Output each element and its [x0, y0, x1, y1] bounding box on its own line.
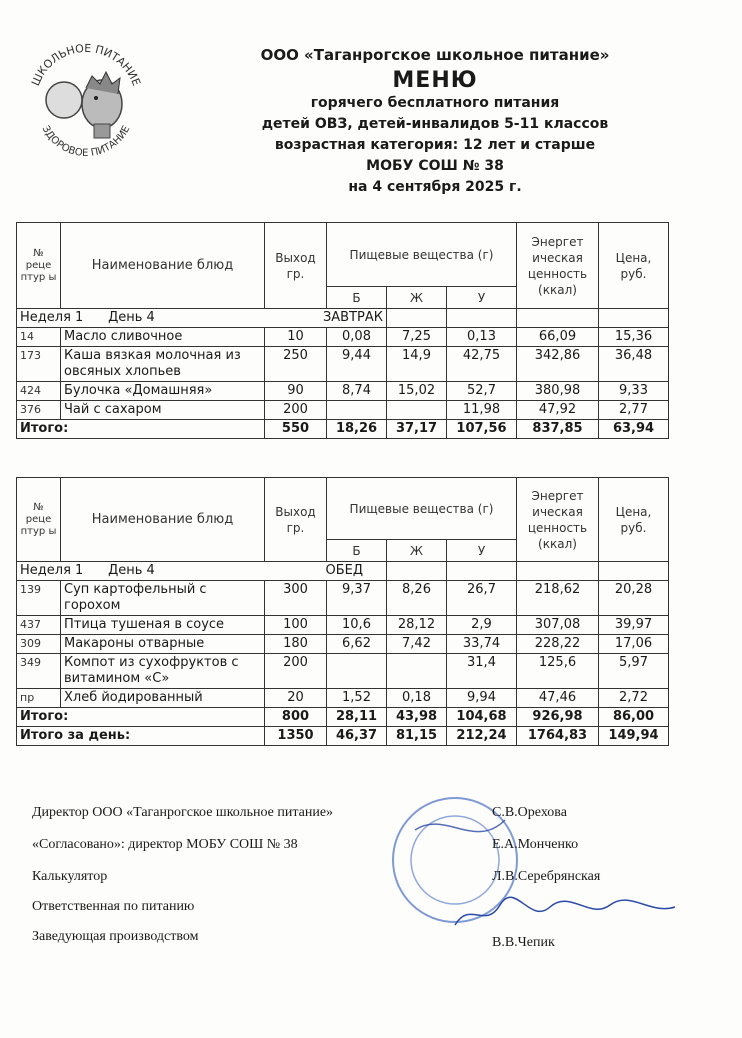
col-dish-name: Наименование блюд	[61, 223, 265, 309]
svg-text:ШКОЛЬНОЕ ПИТАНИЕ	[29, 42, 143, 88]
meal-row	[17, 562, 669, 581]
signature-scribble	[450, 895, 680, 935]
signature-role: Заведующая производством	[32, 929, 199, 944]
svg-text:ЗДОРОВОЕ ПИТАНИЕ	[40, 124, 133, 159]
table-row: 309 Макароны отварные 180 6,62 7,42 33,74 228,22 17,06	[17, 635, 669, 654]
signature-role: Директор ООО «Таганрогское школьное питание»	[32, 805, 334, 820]
table-row: 173 Каша вязкая молочная из овсяных хлопьев 250 9,44 14,9 42,75 342,86 36,48	[17, 347, 669, 382]
total-row: Итого: 550 18,26 37,17 107,56 837,85 63,94	[17, 420, 669, 439]
col-price: Цена, руб.	[599, 478, 669, 562]
col-proteins: Б	[327, 540, 387, 562]
table-row: 14 Масло сливочное 10 0,08 7,25 0,13 66,09 15,36	[17, 328, 669, 347]
logo-bottom-text: ЗДОРОВОЕ ПИТАНИЕ	[39, 124, 133, 160]
col-yield: Выход гр.	[265, 223, 327, 309]
signature-role: Калькулятор	[32, 869, 108, 884]
header-line-5: на 4 сентября 2025 г.	[348, 179, 522, 195]
organization-name: ООО «Таганрогское школьное питание»	[260, 46, 610, 64]
table-row: 349 Компот из сухофруктов с витамином «С» 200 31,4 125,6 5,97	[17, 654, 669, 689]
day-label: День 4	[108, 563, 155, 578]
col-recipe-number: № реце птур ы	[17, 478, 61, 562]
meal-label: ЗАВТРАК	[322, 310, 383, 325]
col-nutrients: Пищевые вещества (г)	[327, 223, 517, 287]
day-label: День 4	[108, 310, 155, 325]
table-row: 437 Птица тушеная в соусе 100 10,6 28,12 2,9 307,08 39,97	[17, 616, 669, 635]
menu-title: МЕНЮ	[392, 68, 478, 93]
col-nutrients: Пищевые вещества (г)	[327, 478, 517, 540]
table-row: 139 Суп картофельный с горохом 300 9,37 8,26 26,7 218,62 20,28	[17, 581, 669, 616]
table-row: 376 Чай с сахаром 200 11,98 47,92 2,77	[17, 401, 669, 420]
col-fats: Ж	[387, 287, 447, 309]
col-recipe-number: № реце птур ы	[17, 223, 61, 309]
col-carbs: У	[447, 287, 517, 309]
table-row: 424 Булочка «Домашняя» 90 8,74 15,02 52,7 380,98 9,33	[17, 382, 669, 401]
signature-name: В.В.Чепик	[492, 935, 555, 950]
col-dish-name: Наименование блюд	[61, 478, 265, 562]
breakfast-table	[16, 222, 669, 439]
col-price: Цена, руб.	[599, 223, 669, 309]
week-label: Неделя 1	[20, 563, 84, 578]
signature-name: Е.А.Монченко	[492, 837, 579, 852]
lunch-table	[16, 477, 669, 746]
col-proteins: Б	[327, 287, 387, 309]
school-food-logo	[22, 38, 150, 166]
signature-role: Ответственная по питанию	[32, 899, 195, 914]
signature-name: Л.В.Серебрянская	[492, 869, 601, 884]
col-carbs: У	[447, 540, 517, 562]
col-energy: Энергет ическая ценность (ккал)	[517, 223, 599, 309]
col-fats: Ж	[387, 540, 447, 562]
logo-top-text: ШКОЛЬНОЕ ПИТАНИЕ	[28, 41, 143, 88]
total-row: Итого: 800 28,11 43,98 104,68 926,98 86,00	[17, 708, 669, 727]
week-label: Неделя 1	[20, 310, 84, 325]
signature-name: С.В.Орехова	[492, 805, 567, 820]
header-line-3: возрастная категория: 12 лет и старше	[274, 137, 596, 153]
header-line-1: горячего бесплатного питания	[310, 95, 560, 111]
meal-label: ОБЕД	[325, 563, 363, 578]
document-header	[200, 46, 670, 198]
col-yield: Выход гр.	[265, 478, 327, 562]
meal-row	[17, 309, 669, 328]
day-total-row: Итого за день: 1350 46,37 81,15 212,24 1764,83 149,94	[17, 727, 669, 746]
table-row: пр Хлеб йодированный 20 1,52 0,18 9,94 47,46 2,72	[17, 689, 669, 708]
col-energy: Энергет ическая ценность (ккал)	[517, 478, 599, 562]
signature-role: «Согласовано»: директор МОБУ СОШ № 38	[32, 837, 298, 852]
header-line-2: детей ОВЗ, детей-инвалидов 5-11 классов	[261, 116, 609, 132]
header-line-4: МОБУ СОШ № 38	[366, 158, 504, 174]
